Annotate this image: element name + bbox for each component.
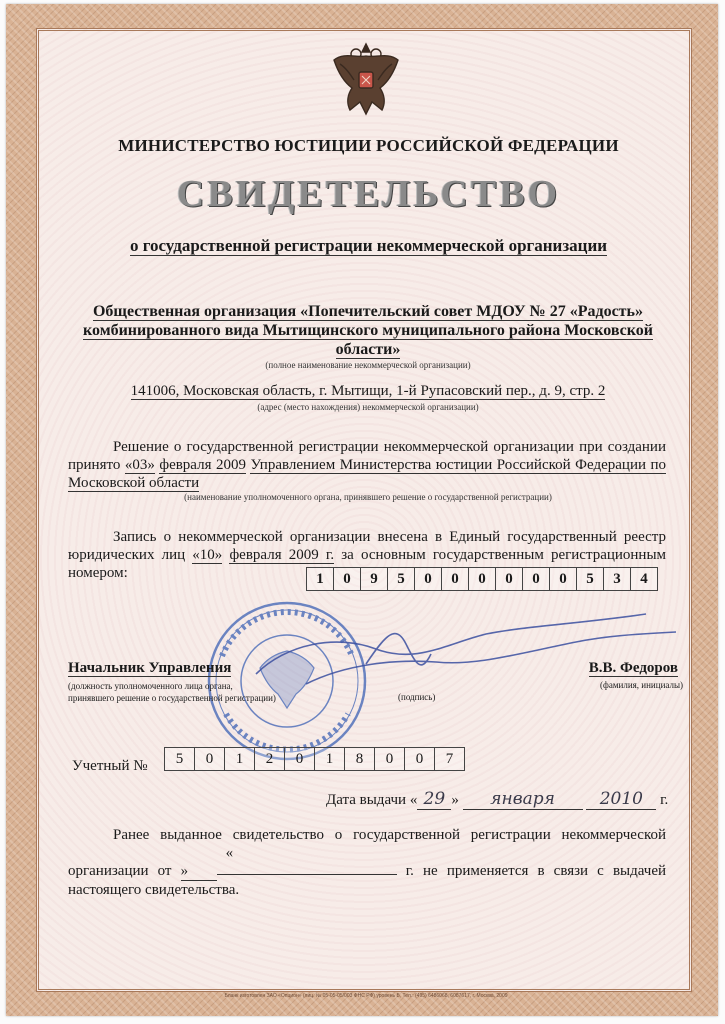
ogrn-digit: 0 xyxy=(415,568,442,590)
account-digit: 0 xyxy=(195,748,225,770)
ogrn-digit: 1 xyxy=(307,568,334,590)
ogrn-digit: 3 xyxy=(604,568,631,590)
earlier-date-blank xyxy=(217,874,397,875)
name-hint: (фамилия, инициалы) xyxy=(600,680,683,690)
ministry-heading: МИНИСТЕРСТВО ЮСТИЦИИ РОССИЙСКОЙ ФЕДЕРАЦИИ xyxy=(118,136,619,155)
earlier-quotes: « » xyxy=(180,845,234,879)
decision-day: «03» xyxy=(124,457,155,473)
certificate-subtitle xyxy=(46,236,691,256)
organization-name-text: Общественная организация «Попечительский совет МДОУ № 27 «Радость» комбинированного вида Мытищинского муниципального района Московской области» xyxy=(82,303,653,358)
head-name-text: В.В. Федоров xyxy=(588,660,678,676)
organization-name-hint: (полное наименование некоммерческой организации) xyxy=(265,360,471,370)
account-digit: 5 xyxy=(165,748,195,770)
issue-year-suffix: г. xyxy=(660,792,669,808)
record-day: «10» xyxy=(192,547,223,563)
head-position xyxy=(68,660,231,677)
ogrn-digit: 0 xyxy=(469,568,496,590)
account-digit: 1 xyxy=(315,748,345,770)
ogrn-digit: 0 xyxy=(496,568,523,590)
account-digit: 7 xyxy=(445,750,454,767)
signature-hint: (подпись) xyxy=(398,692,436,702)
issue-date-label: Дата выдачи xyxy=(326,792,407,808)
organization-name xyxy=(68,302,668,359)
decision-hint: (наименование уполномоченного органа, принявшего решение о государственной регистрации) xyxy=(184,492,552,502)
account-digit: 8 xyxy=(345,748,375,770)
organization-address-hint: (адрес (место нахождения) некоммерческой организации) xyxy=(257,402,479,412)
ogrn-digit: 0 xyxy=(523,568,550,590)
ogrn-digit: 0 xyxy=(334,568,361,590)
organization-address xyxy=(68,383,668,400)
issue-close-quote: » xyxy=(451,792,459,808)
certificate-title: СВИДЕТЕЛЬСТВО xyxy=(176,173,561,215)
decision-authority: Управлением Министерства юстиции Российской Федерации по Московской области xyxy=(68,457,667,491)
certificate-sheet xyxy=(6,4,718,1016)
account-number-grid xyxy=(164,747,465,771)
head-name xyxy=(566,660,678,677)
earlier-text: Ранее выданное свидетельство о государственной регистрации некоммерческой организации от xyxy=(68,827,666,879)
printer-footer: Бланк изготовлен ЗАО «Опцион» (лиц. № 05-05-05/003 ФНС РФ) уровень Б, Тел.: (495) 6486068, 6087617, г. Москва, 2009 xyxy=(224,993,508,999)
organization-address-text: 141006, Московская область, г. Мытищи, 1-й Рупасовский пер., д. 9, стр. 2 xyxy=(130,383,606,399)
ogrn-digit: 5 xyxy=(388,568,415,590)
account-number-label: Учетный № xyxy=(72,758,148,774)
record-text: Запись о некоммерческой организации внесена в Единый государственный реестр юридических лиц xyxy=(68,529,666,563)
ogrn-digit: 5 xyxy=(577,568,604,590)
head-position-text: Начальник Управления xyxy=(68,660,232,676)
decision-text: Решение о государственной регистрации некоммерческой организации при создании принято xyxy=(68,439,666,473)
account-digit: 0 xyxy=(375,748,405,770)
ogrn-digit: 4 xyxy=(640,570,648,587)
ogrn-number-grid xyxy=(306,567,658,591)
ogrn-digit: 0 xyxy=(442,568,469,590)
account-digit: 0 xyxy=(405,748,435,770)
position-hint-line2: принявшего решение о государственной регистрации) xyxy=(68,693,276,703)
earlier-text-after: г. не применяется в связи с выдачей настоящего свидетельства. xyxy=(68,863,667,898)
coat-of-arms-icon xyxy=(326,32,406,124)
issue-day: 29 xyxy=(417,789,451,810)
position-hint-line1: (должность уполномоченного лица органа, xyxy=(68,681,233,691)
decision-paragraph xyxy=(68,438,666,492)
issue-year: 2010 xyxy=(586,789,656,810)
record-text-after: за основным государственным регистрационным номером: xyxy=(68,547,667,581)
account-digit: 1 xyxy=(225,748,255,770)
issue-open-quote: « xyxy=(409,792,418,808)
earlier-certificate-paragraph xyxy=(68,826,666,899)
record-month-year: февраля 2009 г. xyxy=(229,547,335,563)
decision-month-year: февраля 2009 xyxy=(159,457,246,473)
issue-date xyxy=(326,789,671,810)
subtitle-text: о государственной регистрации некоммерческой организации xyxy=(129,236,608,255)
position-hint xyxy=(68,680,338,704)
ogrn-digit: 0 xyxy=(550,568,577,590)
ogrn-digit: 9 xyxy=(361,568,388,590)
account-digit: 2 xyxy=(255,748,285,770)
account-digit: 0 xyxy=(285,748,315,770)
issue-month: января xyxy=(463,789,583,810)
